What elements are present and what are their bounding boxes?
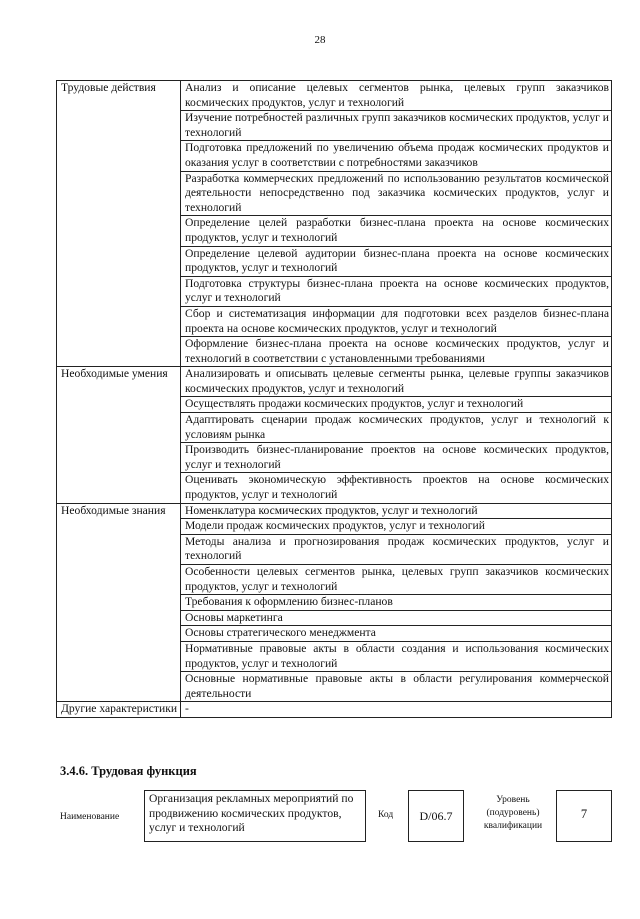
table-row (57, 503, 612, 519)
table-cell-item: Определение целевой аудитории бизнес-плана проекта на основе космических продуктов, услуг и технологий (181, 246, 612, 276)
table-cell-item: Сбор и систематизация информации для подготовки всех разделов бизнес-плана проекта на основе космических продуктов, услуг и технологий (181, 306, 612, 336)
row-group-label: Необходимые знания (57, 503, 181, 702)
code-label: Код (378, 810, 394, 820)
table-cell-item: Адаптировать сценарии продаж космических продуктов, услуг и технологий к условиям рынка (181, 413, 612, 443)
function-code-field: D/06.7 (408, 790, 464, 842)
table-cell-item: Модели продаж космических продуктов, услуг и технологий (181, 519, 612, 535)
table-row (57, 81, 612, 111)
table-row (57, 702, 612, 718)
table-cell-item: Определение целей разработки бизнес-плана проекта на основе космических продуктов, услуг и технологий (181, 216, 612, 246)
table-cell-item: Осуществлять продажи космических продуктов, услуг и технологий (181, 397, 612, 413)
row-group-label: Другие характеристики (57, 702, 181, 718)
function-name-field: Организация рекламных мероприятий по продвижению космических продуктов, услуг и технологий (144, 790, 366, 842)
table-cell-item: Основы маркетинга (181, 610, 612, 626)
name-label: Наименование (60, 812, 120, 822)
page-number: 28 (314, 34, 326, 46)
table-cell-item: Изучение потребностей различных групп заказчиков космических продуктов, услуг и технологий (181, 111, 612, 141)
level-label: Уровень (подуровень) квалификации (483, 795, 543, 831)
table-cell-item: Производить бизнес-планирование проектов на основе космических продуктов, услуг и технологий (181, 443, 612, 473)
table-cell-item: Подготовка предложений по увеличению объема продаж космических продуктов и оказания услуг в соответствии с потребностями заказчиков (181, 141, 612, 171)
table-row (57, 367, 612, 397)
table-cell-item: Основные нормативные правовые акты в области регулирования коммерческой деятельности (181, 672, 612, 702)
table-cell-item: Анализ и описание целевых сегментов рынка, целевых групп заказчиков космических продуктов, услуг и технологий (181, 81, 612, 111)
requirements-table (56, 80, 612, 718)
section-heading: 3.4.6. Трудовая функция (60, 764, 197, 778)
table-cell-item: Разработка коммерческих предложений по использованию результатов космической деятельности непосредственно под заказчика космических продуктов, услуг и технологий (181, 171, 612, 216)
table-cell-item: Методы анализа и прогнозирования продаж космических продуктов, услуг и технологий (181, 534, 612, 564)
table-cell-item: Подготовка структуры бизнес-плана проекта на основе космических продуктов, услуг и технологий (181, 276, 612, 306)
table-cell-item: Нормативные правовые акты в области создания и использования космических продуктов, услуг и технологий (181, 641, 612, 671)
table-cell-item: - (181, 702, 612, 718)
qualification-level-field: 7 (556, 790, 612, 842)
table-cell-item: Основы стратегического менеджмента (181, 626, 612, 642)
labor-function-row (56, 790, 612, 850)
row-group-label: Трудовые действия (57, 81, 181, 367)
table-cell-item: Анализировать и описывать целевые сегменты рынка, целевые группы заказчиков космических продуктов, услуг и технологий (181, 367, 612, 397)
table-cell-item: Требования к оформлению бизнес-планов (181, 595, 612, 611)
table-cell-item: Оформление бизнес-плана проекта на основе космических продуктов, услуг и технологий в соответствии с установленными требованиями (181, 337, 612, 367)
table-cell-item: Номенклатура космических продуктов, услуг и технологий (181, 503, 612, 519)
row-group-label: Необходимые умения (57, 367, 181, 503)
table-cell-item: Особенности целевых сегментов рынка, целевых групп заказчиков космических продуктов, услуг и технологий (181, 565, 612, 595)
table-cell-item: Оценивать экономическую эффективность проектов на основе космических продуктов, услуг и технологий (181, 473, 612, 503)
